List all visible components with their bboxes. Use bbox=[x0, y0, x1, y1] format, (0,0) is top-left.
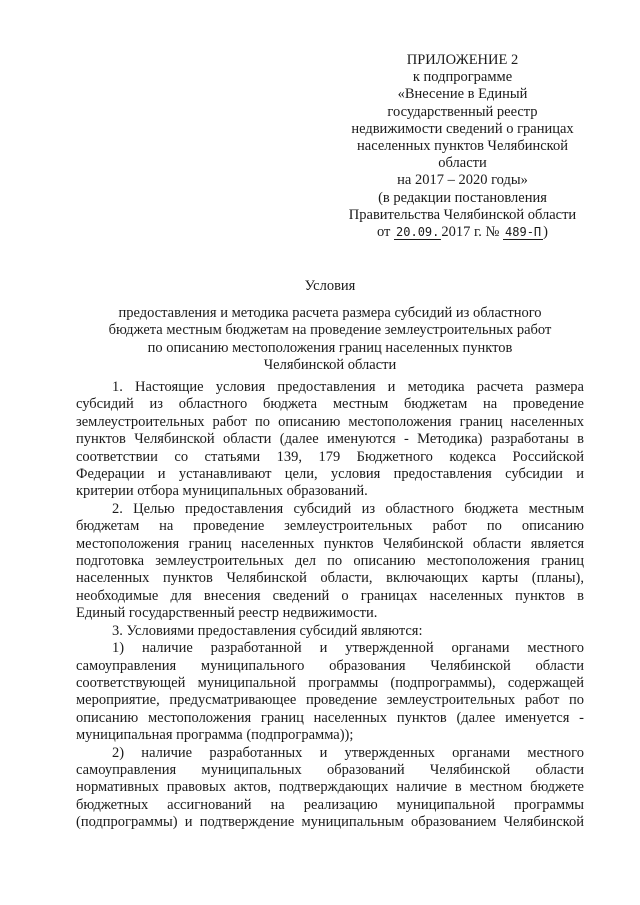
appendix-line: «Внесение в Единый bbox=[397, 86, 528, 103]
text-line: критерии отбора муниципальных образований. bbox=[76, 483, 368, 500]
date-year: 2017 г. № bbox=[441, 224, 500, 241]
document-body bbox=[76, 379, 584, 832]
text-line: подготовка землеустроительных дел по описанию местоположения границ bbox=[76, 553, 584, 570]
text-line: самоуправления муниципальных образований Челябинской области bbox=[76, 761, 584, 778]
text-line: соответствующей муниципальной программы (подпрограммы), содержащей bbox=[76, 674, 584, 691]
title-line: Челябинской области bbox=[263, 357, 397, 374]
paragraph-3 bbox=[76, 623, 584, 640]
text-line: необходимые для внесения сведений о границах населенных пунктов в bbox=[76, 587, 584, 604]
text-line: местоположения границ населенных пунктов Челябинской области является bbox=[76, 535, 584, 552]
title-heading: Условия bbox=[304, 278, 356, 294]
text-line: Единый государственный реестр недвижимости. bbox=[76, 605, 378, 622]
text-line: населенных пунктов Челябинской области, включающих карты (планы), bbox=[76, 570, 584, 587]
text-line: 2) наличие разработанных и утвержденных органами местного bbox=[112, 744, 584, 761]
title-line: бюджета местным бюджетам на проведение землеустроительных работ bbox=[108, 322, 552, 339]
text-line: (подпрограммы) и подтверждение муниципальным образованием Челябинской bbox=[76, 814, 584, 831]
text-line: землеустроительных работ по описанию местоположения границ населенных bbox=[76, 413, 584, 430]
handwritten-number: 489-П bbox=[505, 225, 542, 240]
text-line: Федерации и устанавливают цели, условия предоставления субсидии и bbox=[76, 466, 584, 483]
text-line: 1. Настоящие условия предоставления и методика расчета размера bbox=[112, 379, 584, 395]
text-line: муниципальная программа (подпрограмма)); bbox=[76, 727, 354, 744]
paragraph-3-item-1 bbox=[76, 640, 584, 744]
handwritten-date: 20.09. bbox=[396, 225, 440, 240]
text-line: мероприятие, предусматривающее проведение землеустроительных работ по bbox=[76, 692, 584, 709]
paragraph-2 bbox=[76, 501, 584, 623]
appendix-line: государственный реестр bbox=[387, 103, 538, 120]
text-line: субсидий из областного бюджета местным бюджетам на проведение bbox=[76, 396, 584, 413]
title-line: предоставления и методика расчета размера субсидий из областного bbox=[118, 304, 542, 321]
text-line: нормативных правовых актов, подтверждающих наличие в местном бюджете bbox=[76, 779, 584, 796]
text-line: 1) наличие разработанной и утвержденной органами местного bbox=[112, 640, 584, 657]
paragraph-3-item-2 bbox=[76, 745, 584, 832]
date-suffix: ) bbox=[543, 224, 548, 241]
appendix-header bbox=[340, 52, 585, 241]
paragraph-1 bbox=[76, 379, 584, 501]
text-line: самоуправления муниципального образования Челябинской области bbox=[76, 657, 584, 674]
appendix-line: области bbox=[438, 155, 487, 172]
text-line: соответствии со статьями 139, 179 Бюджетного кодекса Российской bbox=[76, 448, 584, 465]
text-line: описанию местоположения границ населенных пунктов (далее именуется - bbox=[76, 709, 584, 726]
appendix-line: к подпрограмме bbox=[412, 69, 513, 86]
title-line: по описанию местоположения границ населенных пунктов bbox=[147, 339, 513, 356]
text-line: бюджетам на проведение землеустроительных работ по описанию bbox=[76, 518, 584, 535]
appendix-line: (в редакции постановления bbox=[378, 189, 547, 206]
document-title bbox=[80, 278, 580, 375]
text-line: 3. Условиями предоставления субсидий являются: bbox=[112, 622, 423, 639]
text-line: бюджетных ассигнований на реализацию муниципальной программы bbox=[76, 796, 584, 813]
appendix-line: Правительства Челябинской области bbox=[348, 206, 577, 223]
appendix-line: недвижимости сведений о границах bbox=[351, 120, 574, 137]
appendix-date-line bbox=[340, 224, 585, 241]
appendix-line: ПРИЛОЖЕНИЕ 2 bbox=[406, 52, 519, 68]
text-line: 2. Целью предоставления субсидий из областного бюджета местным bbox=[112, 500, 584, 517]
text-line: пунктов Челябинской области (далее именуются - Методика) разработаны в bbox=[76, 431, 584, 448]
date-prefix: от bbox=[376, 224, 391, 241]
appendix-line: на 2017 – 2020 годы» bbox=[397, 172, 528, 189]
appendix-line: населенных пунктов Челябинской bbox=[357, 138, 568, 155]
